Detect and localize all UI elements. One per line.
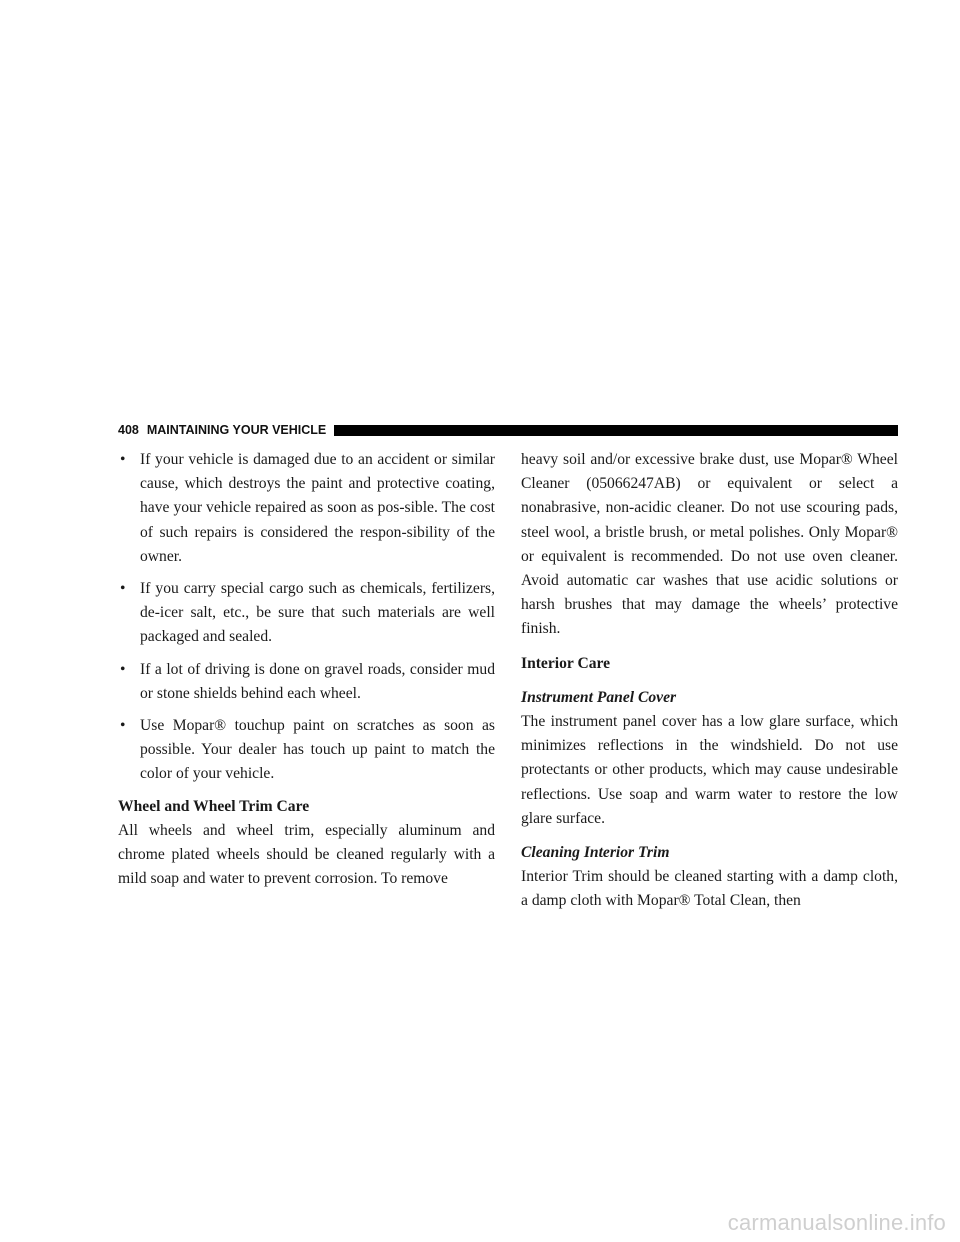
- bullet-item: [118, 448, 495, 569]
- bullet-item: [118, 714, 495, 787]
- body-paragraph: The instrument panel cover has a low glare surface, which minimizes reflections in the windshield. Do not use protectants or other products, which may cause undesirable reflections. Use soap and warm water to restore the low glare surface.: [521, 713, 898, 827]
- body-paragraph: heavy soil and/or excessive brake dust, use Mopar® Wheel Cleaner (05066247AB) or equivalent or select a nonabrasive, non-acidic cleaner. Do not use scouring pads, steel wool, a bristle brush, or metal polishes. Only Mopar® or equivalent is recommended. Do not use oven cleaner. Avoid automatic car washes that use acidic solutions or harsh brushes that may damage the wheels’ protective finish.: [521, 451, 898, 638]
- page-number: 408: [118, 423, 139, 437]
- bullet-item: [118, 658, 495, 706]
- bullet-icon: •: [120, 451, 126, 468]
- body-paragraph: All wheels and wheel trim, especially aluminum and chrome plated wheels should be cleaned regularly with a mild soap and water to prevent corrosion. To remove: [118, 821, 495, 888]
- section-heading: Wheel and Wheel Trim Care: [118, 797, 310, 815]
- subsection-heading: Cleaning Interior Trim: [521, 844, 670, 862]
- bullet-icon: •: [120, 660, 126, 678]
- body-paragraph: Interior Trim should be cleaned starting with a damp cloth, a damp cloth with Mopar® Total Clean, then: [521, 868, 898, 910]
- subsection-heading: Instrument Panel Cover: [521, 688, 677, 706]
- bullet-icon: •: [120, 717, 126, 735]
- right-column: [521, 448, 898, 914]
- header-rule: [334, 425, 898, 436]
- left-column: [118, 448, 495, 891]
- watermark: carmanualsonline.info: [727, 1210, 946, 1235]
- bullet-item: [118, 577, 495, 650]
- bullet-text: If you carry special cargo such as chemicals, fertilizers, de-icer salt, etc., be sure that such materials are well packaged and sealed.: [140, 580, 495, 646]
- bullet-text: Use Mopar® touchup paint on scratches as soon as possible. Your dealer has touch up paint to match the color of your vehicle.: [140, 717, 495, 783]
- bullet-text: If your vehicle is damaged due to an accident or similar cause, which destroys the paint and protective coating, have your vehicle repaired as soon as pos-sible. The cost of such repairs is considered the respon-sibility of the owner.: [140, 451, 495, 565]
- bullet-icon: •: [120, 580, 126, 598]
- page-header: [118, 421, 898, 439]
- section-title: MAINTAINING YOUR VEHICLE: [146, 423, 327, 437]
- section-heading: Interior Care: [521, 654, 611, 672]
- bullet-text: If a lot of driving is done on gravel roads, consider mud or stone shields behind each wheel.: [140, 660, 495, 702]
